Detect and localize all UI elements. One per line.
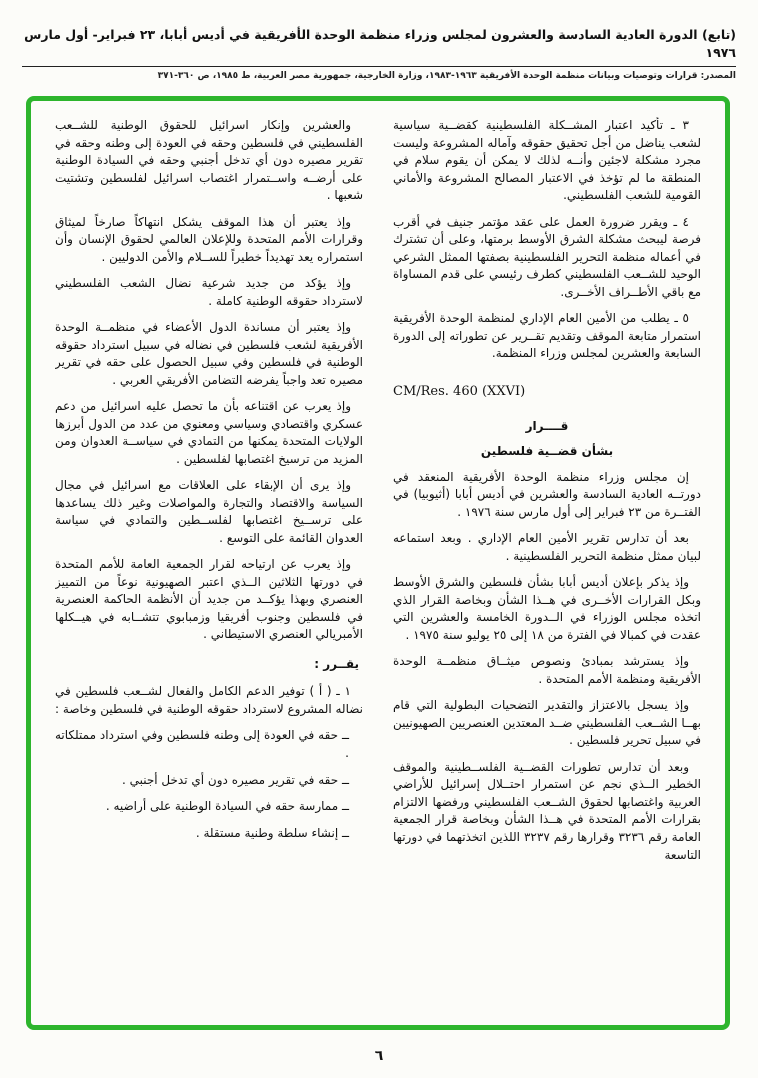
preamble-3: وإذ يذكر بإعلان أديس أبابا بشأن فلسطين والشرق الأوسط وبكل القرارات الأخــرى في هــذا الشأن وبخاصة القرار الذي اتخذه مجلس الوزراء في الــدورة الخامسة والعشرين التي عقدت في كمبالا في الفترة من ١٨ إلى ٢٥ يوليو سنة ١٩٧٥ . (393, 575, 701, 642)
resolution-title: قــــرار (525, 418, 569, 433)
left-column (55, 117, 363, 1009)
header-divider (22, 66, 736, 67)
page-number: ٦ (374, 1048, 384, 1064)
preamble-5: وإذ يسجل بالاعتزاز والتقدير التضحيات البطولية التي قام بهــا الشــعب الفلسطيني ضــد المعتدين العنصريين الصهيونيين في سبيل تحرير فلسطين . (393, 698, 701, 748)
clause-4: ٤ ـ ويقرر ضرورة العمل على عقد مؤتمر جنيف في أقرب فرصة ليبحث مشكلة الشرق الأوسط برمتها، وعلى أن تشترك في أعماله منظمة التحرير الفلسطينية بصفتها الممثل الشرعي الوحيد للشــعب الفلسطيني كطرف رئيسي على قدم المساواة مع باقي الأطــراف الأخــرى. (393, 214, 701, 299)
header-title: (تابع) الدورة العادية السادسة والعشرون لمجلس وزراء منظمة الوحدة الأفريقية في أديس أبابا، ٢٣ فبراير- أول مارس ١٩٧٦ (24, 27, 736, 60)
document-frame (26, 96, 730, 1030)
clause-3: ٣ ـ تأكيد اعتبار المشــكلة الفلسطينية كقضــية سياسية لشعب يناضل من أجل تحقيق حقوقه وآماله المشروعة وليست مجرد مشكلة لاجئين وأنــه لذلك لا يمكن أن يقوم سلام في المنطقة ما لم تؤخذ في الاعتبار المصالح المشروعة والأماني القومية للشعب الفلسطيني. (393, 118, 701, 203)
text-columns (55, 117, 701, 1009)
operative-1a: ١ ـ ( أ ) توفير الدعم الكامل والفعال لشــعب فلسطين في نضاله المشروع لاسترداد حقوقه الوطنية في فلسطين وخاصة : (55, 684, 363, 716)
right-column (393, 117, 701, 1009)
resolution-subtitle: بشأن قضــية فلسطين (480, 444, 614, 459)
decides-heading: يقــرر : (314, 656, 359, 671)
preamble-1: إن مجلس وزراء منظمة الوحدة الأفريقية المنعقد في دورتــه العادية السادسة والعشرين في أديس أبابا (أثيوبيا) في الفتــرة من ٢٣ فبراير إلى أول مارس سنة ١٩٧٦ . (393, 469, 701, 519)
operative-item-2: ــ حقه في تقرير مصيره دون أي تدخل أجنبي . (121, 772, 349, 787)
preamble-10: وإذ يعرب عن اقتناعه بأن ما تحصل عليه اسرائيل من دعم عسكري واقتصادي وسياسي ومعنوي من عدد من الدول أبرزها الولايات المتحدة يمكنها من التمادي في سياســة العدوان ومن المزيد من ترسيخ اغتصابها لفلسطين . (55, 399, 363, 466)
preamble-7: وإذ يعتبر أن هذا الموقف يشكل انتهاكاً صارخاً لميثاق وقرارات الأمم المتحدة وللإعلان العالمي لحقوق الإنسان وأن استمراره يعد تهديداً خطيراً للســلام والأمن الدوليين . (55, 214, 363, 264)
resolution-reference: CM/Res. 460 (XXVI) (393, 383, 526, 399)
operative-item-4: ــ إنشاء سلطة وطنية مستقلة . (195, 825, 349, 840)
preamble-6: وبعد أن تدارس تطورات القضــية الفلســطينية والموقف الخطير الــذي نجم عن استمرار احتــلال إسرائيل للأراضي العربية واغتصابها لحقوق الشــعب الفلسطيني ورفضها الالتزام بقرارات الأمم المتحدة في هــذا الشأن وبخاصة قرار الجمعية العامة رقم ٣٢٣٦ وقرارها رقم ٣٢٣٧ اللذين اتخذتهما في دورتها التاسعة (393, 759, 701, 862)
preamble-11: وإذ يرى أن الإبقاء على العلاقات مع اسرائيل في مجال السياسة والاقتصاد والتجارة والمواصلات وغير ذلك يساعدها على ترســيخ اغتصابها لفلســطين والتمادي في سياسة العدوان القائمة على التوسع . (55, 478, 363, 545)
continuation-paragraph: والعشرين وإنكار اسرائيل للحقوق الوطنية للشــعب الفلسطيني في فلسطين وحقه في العودة إلى وطنه وحقه في تقرير مصيره دون أي تدخل أجنبي وحقه في السيادة الوطنية على أرضــه واســتمرار اغتصاب اسرائيل لفلسطين وتشتيت شعبها . (55, 118, 363, 203)
page-header (0, 0, 758, 81)
preamble-9: وإذ يعتبر أن مساندة الدول الأعضاء في منظمــة الوحدة الأفريقية لشعب فلسطين في نضاله في سبيل استرداد حقوقه الوطنية في فلسطين وفي سبيل الحصول على حقه في تقرير مصيره تعد واجباً يفرضه التضامن الأفريقي العربي . (55, 320, 363, 387)
header-source: المصدر: قرارات وتوصيات وبيانات منظمة الوحدة الأفريقية ١٩٦٣-١٩٨٣، وزارة الخارجية، جمهورية مصر العربية، ط ١٩٨٥، ص ٣٦٠-٣٧١ (157, 71, 736, 81)
preamble-8: وإذ يؤكد من جديد شرعية نضال الشعب الفلسطيني لاسترداد حقوقه الوطنية كاملة . (55, 276, 363, 308)
clause-5: ٥ ـ يطلب من الأمين العام الإداري لمنظمة الوحدة الأفريقية استمرار متابعة الموقف وتقديم تقــرير عن تطوراته إلى الدورة السابعة والعشرين لمجلس وزراء المنظمة. (393, 311, 701, 361)
operative-item-1: ــ حقه في العودة إلى وطنه فلسطين وفي استرداد ممتلكاته . (55, 728, 349, 760)
preamble-4: وإذ يسترشد بمبادئ ونصوص ميثــاق منظمــة الوحدة الأفريقية ومنظمة الأمم المتحدة . (393, 654, 701, 686)
preamble-2: بعد أن تدارس تقرير الأمين العام الإداري . وبعد استماعه لبيان ممثل منظمة التحرير الفلسطينية . (393, 531, 701, 563)
preamble-12: وإذ يعرب عن ارتياحه لقرار الجمعية العامة للأمم المتحدة في دورتها الثلاثين الــذي اعتبر الصهيونية نوعاً من التمييز العنصري وبهذا يؤكــد من جديد أن الأنظمة الحاكمة العنصرية في فلسطين وجنوب أفريقيا وزمبابوي تتشــابه في هيــكلها الأمبريالي العنصري الاستيطاني . (55, 557, 363, 642)
operative-item-3: ــ ممارسة حقه في السيادة الوطنية على أراضيه . (105, 799, 349, 814)
